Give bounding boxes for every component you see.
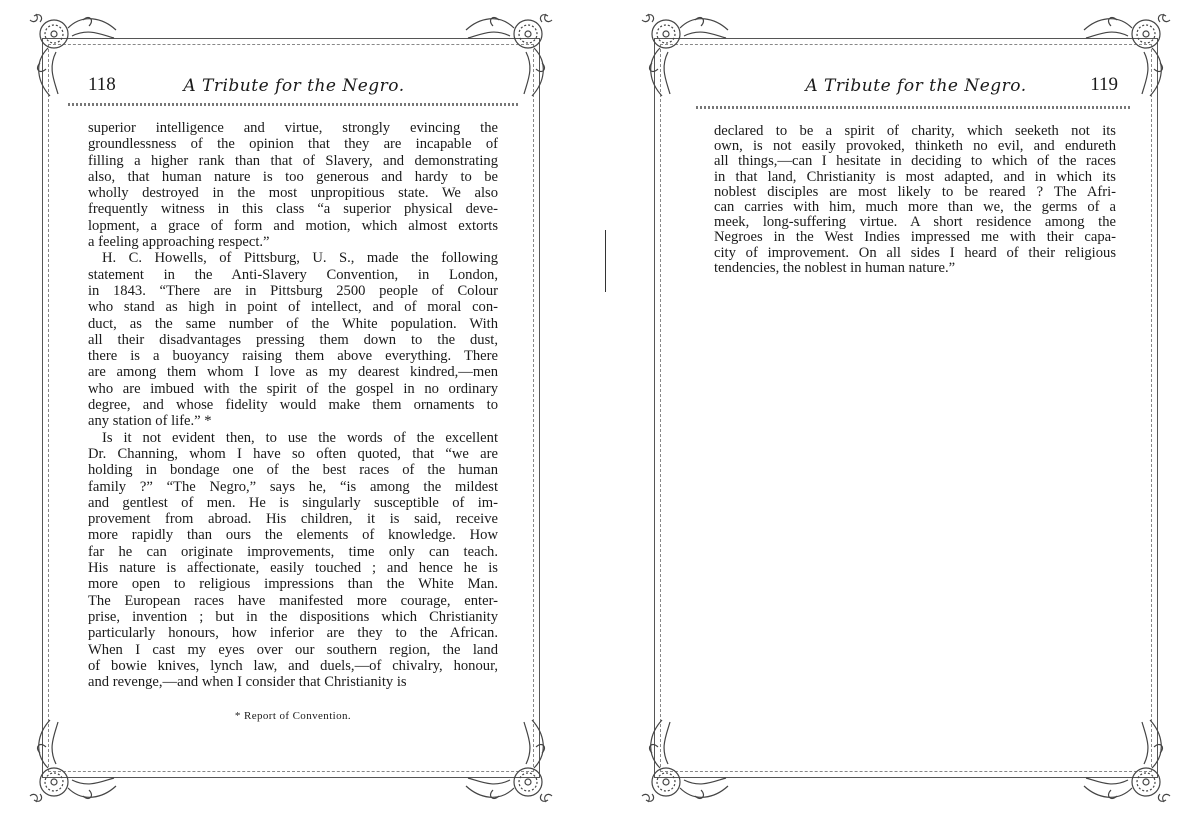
page-header bbox=[88, 74, 500, 100]
text-line: frequently witness in this class “a superior physical deve- bbox=[88, 201, 498, 218]
text-line: Is it not evident then, to use the words of the excellent bbox=[102, 429, 498, 446]
text-line: Dr. Channing, whom I have so often quoted, that “we are bbox=[88, 445, 498, 462]
right-page bbox=[640, 8, 1172, 808]
corner-ornament-icon bbox=[464, 718, 554, 808]
left-page bbox=[28, 8, 554, 808]
text-line: far he can originate improvements, time only can teach. bbox=[88, 543, 498, 560]
text-line: lopment, a grace of form and motion, which almost extorts bbox=[88, 217, 498, 234]
text-line: and revenge,—and when I consider that Christianity is bbox=[88, 674, 407, 691]
text-line: Negroes in the West Indies impressed me with their capa- bbox=[714, 229, 1116, 246]
page-number: 119 bbox=[1090, 74, 1118, 95]
text-line: The European races have manifested more courage, enter- bbox=[88, 592, 498, 609]
text-line: of bowie knives, lynch law, and duels,—of chivalry, honour, bbox=[88, 657, 498, 674]
text-line: wholly destroyed in the most unpropitious state. We also bbox=[88, 185, 498, 202]
text-line: duct, as the same number of the White population. With bbox=[88, 315, 498, 332]
body-text bbox=[88, 120, 498, 690]
text-line: family ?” “The Negro,” says he, “is among the mildest bbox=[88, 478, 498, 495]
text-line: more open to religious impressions than the White Man. bbox=[88, 576, 498, 593]
text-line: When I cast my eyes over our southern region, the land bbox=[88, 641, 498, 658]
text-line: declared to be a spirit of charity, which seeketh not its bbox=[714, 123, 1116, 139]
text-line: own, is not easily provoked, thinketh no evil, and endureth bbox=[714, 138, 1116, 155]
page-header bbox=[714, 74, 1118, 100]
running-head: A Tribute for the Negro. bbox=[183, 76, 405, 96]
text-line: provement from abroad. His children, it is said, receive bbox=[88, 511, 498, 528]
header-rule bbox=[696, 106, 1132, 109]
text-line: degree, and whose fidelity would make them ornaments to bbox=[88, 397, 498, 414]
text-line: also, that human nature is too generous and hardy to be bbox=[88, 168, 498, 185]
text-line: all things,—can I hesitate in deciding to which of the races bbox=[714, 153, 1116, 170]
text-line: who are imbued with the spirit of the gospel in no ordinary bbox=[88, 380, 498, 397]
text-line: tendencies, the noblest in human nature.” bbox=[714, 259, 956, 276]
running-head: A Tribute for the Negro. bbox=[805, 76, 1027, 96]
text-line: in that land, Christianity is most adapted, and in which its bbox=[714, 168, 1116, 185]
text-line: more rapidly than ours the elements of knowledge. How bbox=[88, 527, 498, 544]
page-number: 118 bbox=[88, 74, 116, 95]
text-line: prise, invention ; but in the dispositions which Christianity bbox=[88, 608, 498, 625]
text-line: holding in bondage one of the best races of the human bbox=[88, 462, 498, 479]
body-text bbox=[714, 124, 1116, 276]
footnote: * Report of Convention. bbox=[234, 710, 352, 722]
text-line: His nature is affectionate, easily touched ; and hence he is bbox=[88, 560, 498, 577]
text-line: in 1843. “There are in Pittsburg 2500 people of Colour bbox=[88, 282, 498, 299]
text-line: and gentlest of men. He is singularly susceptible of im- bbox=[88, 494, 498, 511]
text-line: noblest disciples are most likely to be reared ? The Afri- bbox=[714, 183, 1116, 200]
corner-ornament-icon bbox=[1082, 718, 1172, 808]
text-line: who stand as high in point of intellect, and of moral con- bbox=[88, 299, 498, 316]
text-line: meek, long-suffering virtue. A short residence among the bbox=[714, 214, 1116, 231]
text-line: H. C. Howells, of Pittsburg, U. S., made the following bbox=[102, 250, 498, 267]
text-line: there is a buoyancy raising them above everything. There bbox=[88, 348, 498, 365]
text-line: filling a higher rank than that of Slavery, and demonstrating bbox=[88, 152, 498, 169]
text-line: groundlessness of the opinion that they are incapable of bbox=[88, 136, 498, 153]
text-line: all their disadvantages pressing them down to the dust, bbox=[88, 331, 498, 348]
text-line: superior intelligence and virtue, strongly evincing the bbox=[88, 120, 498, 136]
corner-ornament-icon bbox=[28, 718, 118, 808]
header-rule bbox=[68, 103, 518, 106]
text-line: a feeling approaching respect.” bbox=[88, 234, 270, 251]
text-line: are among them whom I love as my dearest kindred,—men bbox=[88, 364, 498, 381]
text-line: can carries with him, much more than we, the germs of a bbox=[714, 198, 1116, 215]
corner-ornament-icon bbox=[640, 718, 730, 808]
text-line: statement in the Anti-Slavery Convention, in London, bbox=[88, 266, 498, 283]
gutter-mark bbox=[605, 230, 606, 292]
text-line: any station of life.” * bbox=[88, 413, 212, 430]
text-line: city of improvement. On all sides I heard of their religious bbox=[714, 244, 1116, 261]
text-line: particularly honours, how inferior are they to the African. bbox=[88, 625, 498, 642]
